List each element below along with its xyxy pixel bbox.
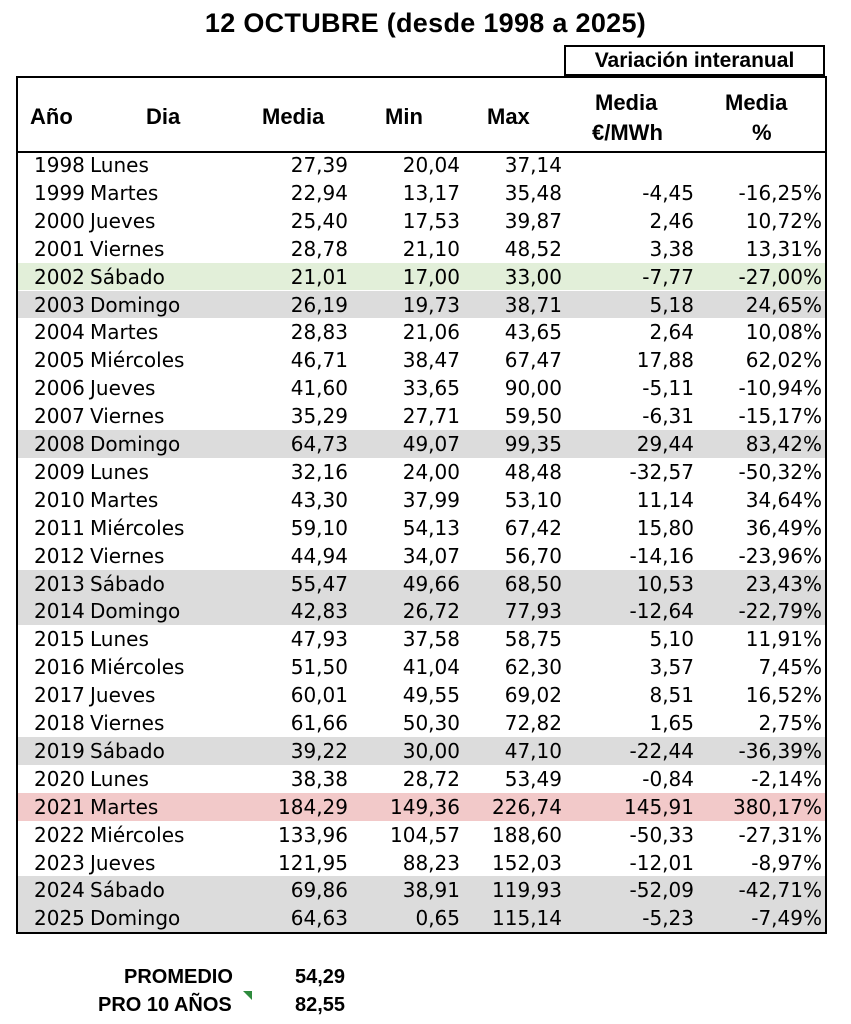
cell-var-pct: 10,08% (745, 320, 822, 345)
cell-max: 67,47 (504, 348, 562, 373)
cell-day: Lunes (90, 766, 149, 791)
cell-day: Viernes (90, 404, 165, 429)
cell-var-eur: -52,09 (629, 878, 694, 903)
cell-var-pct: -16,25% (738, 180, 822, 205)
cell-var-pct: 24,65% (745, 292, 822, 317)
table-row (18, 179, 825, 207)
header-max: Max (487, 104, 530, 129)
cell-year: 2016 (34, 655, 85, 680)
promedio-value: 54,29 (295, 966, 346, 988)
cell-media: 69,86 (290, 878, 348, 903)
data-table (16, 76, 827, 934)
cell-min: 37,58 (402, 627, 460, 652)
header-media: Media (262, 104, 325, 129)
cell-day: Martes (90, 794, 159, 819)
cell-year: 2004 (34, 320, 85, 345)
cell-min: 28,72 (402, 766, 460, 791)
cell-max: 226,74 (492, 794, 562, 819)
cell-day: Viernes (90, 711, 165, 735)
cell-min: 38,47 (402, 348, 460, 373)
cell-media: 61,66 (290, 711, 348, 735)
cell-max: 43,65 (504, 320, 562, 345)
cell-day: Miércoles (90, 515, 185, 540)
cell-var-eur: -22,44 (629, 738, 694, 763)
cell-media: 35,29 (290, 404, 348, 429)
table-row (18, 625, 825, 653)
cell-var-eur: 1,65 (649, 711, 694, 735)
cell-var-eur: 8,51 (649, 683, 694, 708)
cell-min: 54,13 (402, 515, 460, 540)
cell-var-eur: 145,91 (624, 794, 694, 819)
table-row (18, 486, 825, 514)
cell-max: 56,70 (504, 543, 562, 568)
header-year: Año (30, 104, 73, 129)
cell-min: 26,72 (402, 599, 460, 624)
cell-max: 99,35 (504, 432, 562, 456)
cell-var-pct: -22,79% (738, 599, 822, 624)
cell-max: 59,50 (504, 404, 562, 429)
cell-day: Martes (90, 320, 159, 345)
cell-min: 38,91 (402, 878, 460, 903)
cell-var-pct: -50,32% (738, 459, 822, 484)
cell-min: 41,04 (402, 655, 460, 680)
cell-year: 2015 (34, 627, 85, 652)
cell-var-eur: 15,80 (636, 515, 694, 540)
cell-media: 59,10 (290, 515, 348, 540)
cell-max: 67,42 (504, 515, 562, 540)
cell-min: 24,00 (402, 459, 460, 484)
cell-year: 2021 (34, 794, 85, 819)
cell-var-pct: -10,94% (738, 376, 822, 401)
cell-min: 37,99 (402, 487, 460, 512)
cell-var-pct: 36,49% (745, 515, 822, 540)
table-row (18, 597, 825, 625)
cell-min: 13,17 (402, 180, 460, 205)
header-pct-media: Media (725, 90, 788, 115)
cell-day: Sábado (90, 264, 165, 289)
header-pct-unit: % (752, 120, 772, 145)
cell-min: 50,30 (402, 711, 460, 735)
cell-min: 149,36 (390, 794, 460, 819)
header-min: Min (385, 104, 423, 129)
table-row (18, 793, 825, 821)
cell-media: 28,78 (290, 236, 348, 261)
table-row (18, 542, 825, 570)
cell-max: 62,30 (504, 655, 562, 680)
cell-day: Miércoles (90, 348, 185, 373)
cell-max: 72,82 (504, 711, 562, 735)
cell-max: 77,93 (504, 599, 562, 624)
cell-day: Miércoles (90, 822, 185, 847)
cell-day: Sábado (90, 738, 165, 763)
cell-year: 2005 (34, 348, 85, 373)
cell-min: 104,57 (390, 822, 460, 847)
cell-media: 64,63 (290, 906, 348, 931)
cell-max: 47,10 (504, 738, 562, 763)
cell-media: 44,94 (290, 543, 348, 568)
cell-media: 39,22 (290, 738, 348, 763)
header-var-unit: €/MWh (592, 120, 663, 145)
cell-var-pct: 11,91% (745, 627, 822, 652)
cell-max: 58,75 (504, 627, 562, 652)
cell-day: Lunes (90, 627, 149, 652)
cell-var-eur: -4,45 (642, 180, 694, 205)
table-row (18, 207, 825, 235)
cell-media: 27,39 (290, 153, 348, 177)
cell-var-pct: 13,31% (745, 236, 822, 261)
cell-media: 43,30 (290, 487, 348, 512)
cell-day: Jueves (90, 376, 156, 401)
cell-var-eur: -7,77 (642, 264, 694, 289)
cell-year: 2023 (34, 850, 85, 875)
cell-day: Sábado (90, 571, 165, 596)
table-row (18, 430, 825, 458)
table-row (18, 514, 825, 542)
header-day: Dia (146, 104, 181, 129)
cell-max: 90,00 (504, 376, 562, 401)
cell-min: 17,00 (402, 264, 460, 289)
table-header (18, 78, 825, 153)
cell-var-eur: -12,64 (629, 599, 694, 624)
cell-year: 2000 (34, 208, 85, 233)
cell-day: Miércoles (90, 655, 185, 680)
cell-min: 49,55 (402, 683, 460, 708)
cell-day: Jueves (90, 208, 156, 233)
cell-media: 21,01 (290, 264, 348, 289)
cell-year: 2007 (34, 404, 85, 429)
table-row (18, 709, 825, 737)
cell-var-pct: -36,39% (738, 738, 822, 763)
cell-day: Jueves (90, 683, 156, 708)
cell-min: 21,10 (402, 236, 460, 261)
cell-day: Viernes (90, 543, 165, 568)
cell-media: 42,83 (290, 599, 348, 624)
table-row (18, 849, 825, 877)
cell-max: 68,50 (504, 571, 562, 596)
table-row (18, 318, 825, 346)
cell-day: Lunes (90, 459, 149, 484)
cell-var-eur: 5,10 (649, 627, 694, 652)
cell-year: 2006 (34, 376, 85, 401)
table-row (18, 653, 825, 681)
cell-var-pct: 10,72% (745, 208, 822, 233)
cell-max: 152,03 (492, 850, 562, 875)
table-row (18, 904, 825, 932)
cell-media: 26,19 (290, 292, 348, 317)
comment-marker-icon (243, 991, 252, 1000)
cell-min: 21,06 (402, 320, 460, 345)
cell-year: 2024 (34, 878, 85, 903)
cell-media: 121,95 (278, 850, 348, 875)
cell-var-pct: 23,43% (745, 571, 822, 596)
table-row (18, 821, 825, 849)
cell-var-eur: 10,53 (636, 571, 694, 596)
cell-day: Martes (90, 180, 159, 205)
cell-var-pct: -8,97% (751, 850, 822, 875)
cell-var-pct: -23,96% (738, 543, 822, 568)
cell-media: 133,96 (278, 822, 348, 847)
cell-day: Domingo (90, 599, 181, 624)
cell-var-pct: 380,17% (733, 794, 822, 819)
cell-day: Domingo (90, 292, 181, 317)
cell-min: 0,65 (415, 906, 460, 931)
cell-var-pct: 16,52% (745, 683, 822, 708)
cell-max: 48,52 (504, 236, 562, 261)
cell-var-pct: 7,45% (758, 655, 822, 680)
cell-min: 17,53 (402, 208, 460, 233)
cell-media: 47,93 (290, 627, 348, 652)
cell-max: 53,10 (504, 487, 562, 512)
table-row (18, 681, 825, 709)
cell-day: Sábado (90, 878, 165, 903)
cell-year: 2014 (34, 599, 85, 624)
cell-var-eur: 2,46 (649, 208, 694, 233)
cell-day: Jueves (90, 850, 156, 875)
pro10-value: 82,55 (295, 994, 346, 1016)
cell-year: 2008 (34, 432, 85, 456)
cell-var-eur: 11,14 (636, 487, 694, 512)
cell-min: 19,73 (402, 292, 460, 317)
cell-max: 35,48 (504, 180, 562, 205)
table-row (18, 151, 825, 179)
cell-max: 39,87 (504, 208, 562, 233)
cell-var-eur: -32,57 (629, 459, 694, 484)
promedio-label: PROMEDIO (124, 966, 233, 988)
cell-var-pct: -15,17% (738, 404, 822, 429)
cell-day: Domingo (90, 906, 181, 931)
cell-max: 33,00 (504, 264, 562, 289)
table-row (18, 737, 825, 765)
cell-day: Martes (90, 487, 159, 512)
cell-var-pct: 2,75% (758, 711, 822, 735)
cell-var-eur: 5,18 (649, 292, 694, 317)
variation-header: Variación interanual (564, 45, 825, 76)
cell-min: 88,23 (402, 850, 460, 875)
cell-var-eur: -6,31 (642, 404, 694, 429)
table-row (18, 402, 825, 430)
cell-media: 51,50 (290, 655, 348, 680)
cell-media: 55,47 (290, 571, 348, 596)
cell-day: Lunes (90, 153, 149, 177)
cell-year: 1999 (34, 180, 85, 205)
header-var-media: Media (595, 90, 658, 115)
cell-year: 2019 (34, 738, 85, 763)
cell-min: 20,04 (402, 153, 460, 177)
cell-year: 2003 (34, 292, 85, 317)
table-row (18, 765, 825, 793)
cell-year: 2009 (34, 459, 85, 484)
table-row (18, 876, 825, 904)
table-row (18, 458, 825, 486)
cell-year: 2011 (34, 515, 85, 540)
cell-min: 33,65 (402, 376, 460, 401)
cell-max: 69,02 (504, 683, 562, 708)
cell-var-pct: 83,42% (745, 432, 822, 456)
table-row (18, 291, 825, 319)
cell-media: 184,29 (278, 794, 348, 819)
table-row (18, 235, 825, 263)
cell-year: 2001 (34, 236, 85, 261)
cell-media: 64,73 (290, 432, 348, 456)
cell-day: Domingo (90, 432, 181, 456)
cell-max: 53,49 (504, 766, 562, 791)
cell-max: 38,71 (504, 292, 562, 317)
cell-var-eur: -12,01 (629, 850, 694, 875)
page-title: 12 OCTUBRE (desde 1998 a 2025) (204, 8, 647, 38)
cell-var-eur: -5,23 (642, 906, 694, 931)
cell-max: 119,93 (492, 878, 562, 903)
cell-day: Viernes (90, 236, 165, 261)
table-row (18, 570, 825, 598)
cell-media: 60,01 (290, 683, 348, 708)
cell-media: 22,94 (290, 180, 348, 205)
cell-year: 2018 (34, 711, 85, 735)
cell-media: 38,38 (290, 766, 348, 791)
cell-max: 188,60 (492, 822, 562, 847)
cell-min: 30,00 (402, 738, 460, 763)
cell-min: 27,71 (402, 404, 460, 429)
cell-year: 2025 (34, 906, 85, 931)
cell-var-pct: -2,14% (751, 766, 822, 791)
cell-var-eur: -0,84 (642, 766, 694, 791)
cell-var-pct: 62,02% (745, 348, 822, 373)
cell-var-eur: 29,44 (636, 432, 694, 456)
cell-var-pct: 34,64% (745, 487, 822, 512)
table-row (18, 346, 825, 374)
table-row (18, 263, 825, 291)
cell-var-eur: 3,57 (649, 655, 694, 680)
cell-var-eur: 3,38 (649, 236, 694, 261)
cell-var-eur: -5,11 (642, 376, 694, 401)
cell-min: 34,07 (402, 543, 460, 568)
cell-year: 2013 (34, 571, 85, 596)
cell-year: 2017 (34, 683, 85, 708)
cell-year: 1998 (34, 153, 85, 177)
cell-media: 32,16 (290, 459, 348, 484)
cell-year: 2022 (34, 822, 85, 847)
cell-var-eur: 2,64 (649, 320, 694, 345)
cell-var-eur: -50,33 (629, 822, 694, 847)
cell-var-pct: -42,71% (738, 878, 822, 903)
pro10-label: PRO 10 AÑOS (98, 994, 232, 1016)
cell-year: 2012 (34, 543, 85, 568)
cell-media: 46,71 (290, 348, 348, 373)
cell-var-pct: -7,49% (751, 906, 822, 931)
cell-max: 115,14 (492, 906, 562, 931)
cell-min: 49,07 (402, 432, 460, 456)
cell-year: 2010 (34, 487, 85, 512)
cell-var-pct: -27,00% (738, 264, 822, 289)
table-row (18, 374, 825, 402)
cell-media: 28,83 (290, 320, 348, 345)
cell-media: 41,60 (290, 376, 348, 401)
cell-var-pct: -27,31% (738, 822, 822, 847)
cell-var-eur: -14,16 (629, 543, 694, 568)
cell-min: 49,66 (402, 571, 460, 596)
cell-max: 48,48 (504, 459, 562, 484)
cell-var-eur: 17,88 (636, 348, 694, 373)
cell-year: 2002 (34, 264, 85, 289)
cell-max: 37,14 (504, 153, 562, 177)
cell-media: 25,40 (290, 208, 348, 233)
cell-year: 2020 (34, 766, 85, 791)
